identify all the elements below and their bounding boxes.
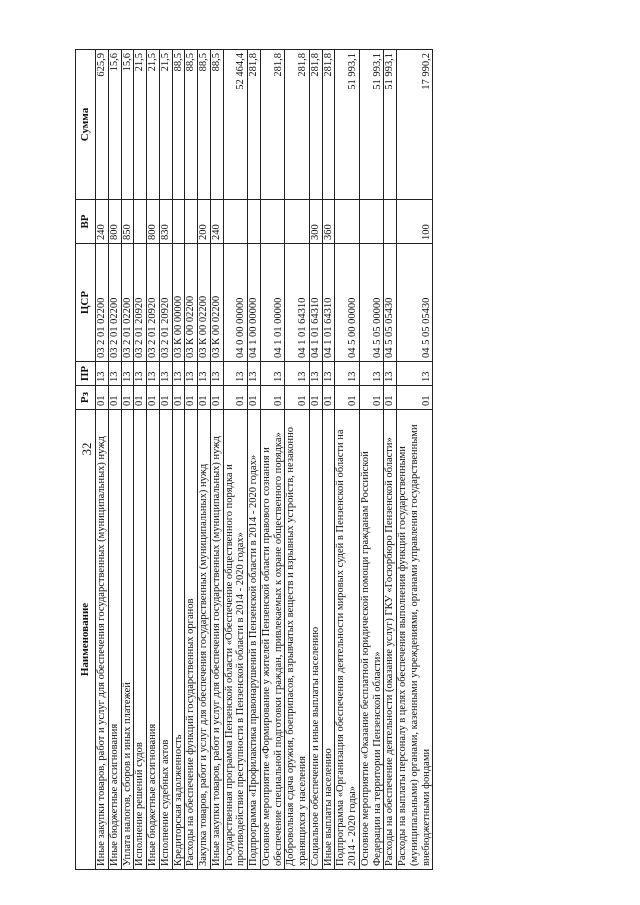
cell-name: Расходы на обеспечение деятельности (оказание услуг) ГКУ «Госюрбюро Пензенской области» [384, 410, 397, 870]
cell-vr: 100 [397, 200, 433, 244]
table-body [96, 50, 433, 870]
cell-rz: 01 [172, 386, 185, 410]
cell-csr: 03 К 00 00000 [172, 244, 185, 362]
table-row [198, 50, 211, 870]
cell-name: Основное мероприятие «Формирование у жителей Пензенской области правового сознания и обеспечение специальной подготовки граждан, привлекаемых к охране общественного порядка» [260, 410, 285, 870]
cell-name: Иные закупки товаров, работ и услуг для обеспечения государственных (муниципальных) нужд [96, 410, 109, 870]
cell-csr: 03 К 00 02200 [210, 244, 223, 362]
cell-name: Основное мероприятие «Оказание бесплатной юридической помощи гражданам Российской Федерации на территории Пензенской области» [359, 410, 384, 870]
cell-rz: 01 [108, 386, 121, 410]
table-row [134, 50, 147, 870]
cell-name: Добровольная сдача оружия, боеприпасов, взрывчатых веществ и взрывных устройств, незаконно хранящихся у населения [285, 410, 310, 870]
cell-vr: 850 [121, 200, 134, 244]
cell-pr: 13 [397, 362, 433, 386]
cell-sum: 281,8 [260, 50, 285, 200]
cell-csr: 04 5 00 00000 [335, 244, 360, 362]
cell-name: Иные выплаты населению [322, 410, 335, 870]
cell-sum: 51 993,1 [359, 50, 384, 200]
table-row [322, 50, 335, 870]
cell-vr: 360 [322, 200, 335, 244]
table-row [147, 50, 160, 870]
cell-csr: 04 1 01 00000 [260, 244, 285, 362]
cell-csr: 04 5 05 00000 [359, 244, 384, 362]
cell-sum: 88,5 [185, 50, 198, 200]
cell-sum: 15,6 [108, 50, 121, 200]
cell-rz: 01 [134, 386, 147, 410]
cell-csr: 04 1 01 64310 [285, 244, 310, 362]
table-row [397, 50, 433, 870]
table-row [210, 50, 223, 870]
cell-csr: 04 5 05 05430 [384, 244, 397, 362]
cell-csr: 04 0 00 00000 [223, 244, 248, 362]
cell-vr [359, 200, 384, 244]
cell-pr: 13 [159, 362, 172, 386]
cell-rz: 01 [322, 386, 335, 410]
cell-vr: 800 [147, 200, 160, 244]
cell-rz: 01 [309, 386, 322, 410]
cell-rz: 01 [397, 386, 433, 410]
table-row [159, 50, 172, 870]
cell-name: Исполнение решений судов [134, 410, 147, 870]
cell-csr: 03 К 00 02200 [198, 244, 211, 362]
cell-csr: 04 1 01 64310 [309, 244, 322, 362]
cell-rz: 01 [159, 386, 172, 410]
budget-table [75, 49, 433, 870]
cell-pr: 13 [248, 362, 261, 386]
cell-rz: 01 [248, 386, 261, 410]
cell-pr: 13 [223, 362, 248, 386]
cell-name: Расходы на обеспечение функций государственных органов [185, 410, 198, 870]
cell-name: Иные бюджетные ассигнования [147, 410, 160, 870]
cell-csr: 03 К 00 02200 [185, 244, 198, 362]
cell-name: Уплата налогов, сборов и иных платежей [121, 410, 134, 870]
cell-sum: 625,9 [96, 50, 109, 200]
cell-rz: 01 [198, 386, 211, 410]
cell-csr: 03 2 01 02200 [108, 244, 121, 362]
cell-rz: 01 [147, 386, 160, 410]
cell-sum: 21,5 [134, 50, 147, 200]
cell-pr: 13 [134, 362, 147, 386]
cell-sum: 88,5 [198, 50, 211, 200]
cell-rz: 01 [121, 386, 134, 410]
cell-csr: 03 2 01 02200 [121, 244, 134, 362]
cell-name: Закупка товаров, работ и услуг для обеспечения государственных (муниципальных) нужд [198, 410, 211, 870]
cell-sum: 52 464,4 [223, 50, 248, 200]
cell-sum: 51 993,1 [384, 50, 397, 200]
table-row [335, 50, 360, 870]
budget-table-container [75, 50, 605, 870]
cell-name: Иные закупки товаров, работ и услуг для обеспечения государственных (муниципальных) нужд [210, 410, 223, 870]
table-row [121, 50, 134, 870]
table-row [285, 50, 310, 870]
cell-vr: 300 [309, 200, 322, 244]
cell-vr: 200 [198, 200, 211, 244]
cell-rz: 01 [210, 386, 223, 410]
cell-sum: 88,5 [210, 50, 223, 200]
cell-rz: 01 [285, 386, 310, 410]
cell-name: Государственная программа Пензенской области «Обеспечение общественного порядка и противодействие преступности в Пензенской области в 2014 - 2020 годах» [223, 410, 248, 870]
cell-pr: 13 [185, 362, 198, 386]
cell-vr [335, 200, 360, 244]
table-row [185, 50, 198, 870]
cell-rz: 01 [335, 386, 360, 410]
cell-pr: 13 [198, 362, 211, 386]
cell-sum: 281,8 [309, 50, 322, 200]
cell-pr: 13 [335, 362, 360, 386]
cell-vr: 240 [96, 200, 109, 244]
cell-name: Подпрограмма «Организация обеспечения деятельности мировых судей в Пензенской области на 2014 - 2020 годы» [335, 410, 360, 870]
cell-sum: 17 990,2 [397, 50, 433, 200]
cell-csr: 03 2 01 20920 [134, 244, 147, 362]
cell-vr [248, 200, 261, 244]
cell-rz: 01 [384, 386, 397, 410]
table-row [260, 50, 285, 870]
cell-vr: 800 [108, 200, 121, 244]
cell-csr: 03 2 01 20920 [147, 244, 160, 362]
header-csr: ЦСР [76, 244, 96, 362]
table-row [172, 50, 185, 870]
cell-name: Социальное обеспечение и иные выплаты населению [309, 410, 322, 870]
cell-rz: 01 [359, 386, 384, 410]
page-number: 32 [79, 442, 94, 456]
cell-pr: 13 [285, 362, 310, 386]
cell-sum: 281,8 [285, 50, 310, 200]
cell-vr [134, 200, 147, 244]
cell-sum: 281,8 [248, 50, 261, 200]
table-header-row [76, 50, 96, 870]
cell-sum: 15,6 [121, 50, 134, 200]
cell-vr [285, 200, 310, 244]
table-row [384, 50, 397, 870]
cell-sum: 281,8 [322, 50, 335, 200]
header-name: Наименование [76, 410, 96, 870]
cell-rz: 01 [185, 386, 198, 410]
cell-rz: 01 [260, 386, 285, 410]
cell-name: Подпрограмма «Профилактика правонарушений в Пензенской области в 2014 - 2020 годах» [248, 410, 261, 870]
cell-vr: 830 [159, 200, 172, 244]
cell-sum: 21,5 [147, 50, 160, 200]
cell-pr: 13 [384, 362, 397, 386]
cell-name: Исполнение судебных актов [159, 410, 172, 870]
cell-sum: 21,5 [159, 50, 172, 200]
header-rz: Рз [76, 386, 96, 410]
cell-csr: 04 5 05 05430 [397, 244, 433, 362]
cell-csr: 04 1 01 64310 [322, 244, 335, 362]
cell-pr: 13 [322, 362, 335, 386]
cell-name: Расходы на выплаты персоналу в целях обеспечения выполнения функций государственными (муниципальными) органами, казенными учреждениями, органами управления государственными внебюджетными фондами [397, 410, 433, 870]
cell-name: Иные бюджетные ассигнования [108, 410, 121, 870]
cell-sum: 51 993,1 [335, 50, 360, 200]
table-row [359, 50, 384, 870]
table-row [248, 50, 261, 870]
header-sum: Сумма [76, 50, 96, 200]
cell-csr: 03 2 01 02200 [96, 244, 109, 362]
cell-vr [384, 200, 397, 244]
cell-vr: 240 [210, 200, 223, 244]
cell-pr: 13 [260, 362, 285, 386]
table-row [223, 50, 248, 870]
table-row [96, 50, 109, 870]
cell-csr: 04 1 00 00000 [248, 244, 261, 362]
cell-pr: 13 [96, 362, 109, 386]
cell-pr: 13 [108, 362, 121, 386]
cell-pr: 13 [210, 362, 223, 386]
cell-rz: 01 [96, 386, 109, 410]
cell-rz: 01 [223, 386, 248, 410]
cell-pr: 13 [359, 362, 384, 386]
cell-sum: 88,5 [172, 50, 185, 200]
cell-vr [185, 200, 198, 244]
cell-pr: 13 [147, 362, 160, 386]
table-row [108, 50, 121, 870]
header-vr: ВР [76, 200, 96, 244]
cell-pr: 13 [309, 362, 322, 386]
cell-name: Кредиторская задолженность [172, 410, 185, 870]
cell-vr [172, 200, 185, 244]
header-pr: ПР [76, 362, 96, 386]
cell-vr [223, 200, 248, 244]
cell-csr: 03 2 01 20920 [159, 244, 172, 362]
cell-pr: 13 [172, 362, 185, 386]
cell-vr [260, 200, 285, 244]
table-row [309, 50, 322, 870]
cell-pr: 13 [121, 362, 134, 386]
